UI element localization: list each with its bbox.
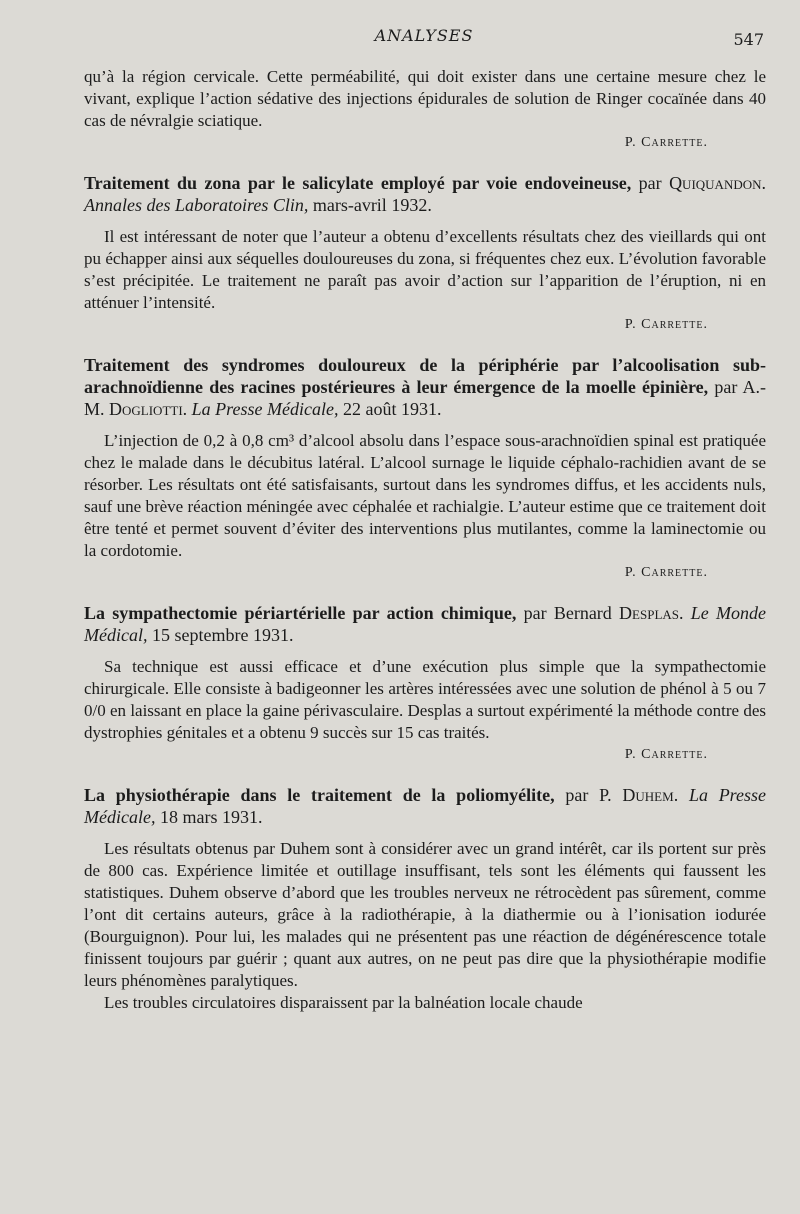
article-sep: . (673, 785, 689, 805)
article-signature: P. Carrette. (624, 747, 708, 762)
article-paragraph: Les troubles circulatoires disparaissent par la balnéation locale chaude (104, 993, 583, 1012)
article-title (84, 354, 766, 420)
article-source: La Presse Médicale, (84, 785, 767, 827)
article-title-text: La physiothérapie dans le traitement de la poliomyélite, (84, 785, 555, 805)
page-header (84, 26, 764, 48)
article-1 (84, 172, 766, 336)
intro-paragraph: qu’à la région cervicale. Cette perméabilité, qui doit exister dans une certaine mesure chez le vivant, explique l’action sédative des injections épidurales de solution de Ringer cocaïnée dans 40 cas de névralgie sciatique. (84, 67, 766, 130)
article-date: 15 septembre 1931. (147, 625, 294, 645)
article-sep: . (761, 173, 766, 193)
page-number: 547 (733, 30, 764, 49)
article-title-text: Traitement des syndromes douloureux de la périphérie par l’alcoolisation sub-arachnoïdienne des racines postérieures à leur émergence de la moelle épinière, (84, 355, 766, 397)
article-sep: . (182, 399, 192, 419)
article-date: mars-avril 1932. (308, 195, 432, 215)
article-author: Duhem (622, 785, 674, 805)
intro-signature: P. Carrette. (624, 135, 708, 150)
article-by: par Bernard (516, 603, 620, 623)
article-by: par (631, 173, 670, 193)
article-date: 22 août 1931. (338, 399, 442, 419)
article-paragraph: Les résultats obtenus par Duhem sont à considérer avec un grand intérêt, car ils portent sur près de 800 cas. Expérience limitée et outillage insuffisant, tels sont les éléments qui faussent les statistiques. Duhem observe d’abord que les troubles nerveux ne rétrocèdent pas sûrement, comme l’ont dit certains auteurs, grâce à la radiothérapie, à la diathermie ou à l’ionisation iodurée (Bourguignon). Pour lui, les malades qui ne présentent pas une réaction de dégénérescence totale finissent toujours par guérir ; quant aux autres, on ne peut pas dire que la physiothérapie modifie leurs phénomènes paralytiques. (84, 839, 766, 990)
article-date: 18 mars 1931. (155, 807, 263, 827)
article-title (84, 172, 766, 216)
article-paragraph: L’injection de 0,2 à 0,8 cm³ d’alcool absolu dans l’espace sous-arachnoïdien spinal est pratiquée chez le malade dans le décubitus latéral. L’alcool surnage le liquide céphalo-rachidien avant de se résorber. Les résultats ont été satisfaisants, surtout dans les syndromes diffus, et les accidents nuls, sauf une brève réaction méningée avec céphalée et rachialgie. L’auteur estime que ce traitement doit être tenté et permet souvent d’éviter des interventions plus mutilantes, comme la laminectomie ou la cordotomie. (84, 431, 766, 560)
article-4 (84, 784, 766, 1014)
article-paragraph: Il est intéressant de noter que l’auteur a obtenu d’excellents résultats chez des vieillards qui ont pu échapper ainsi aux séquelles douloureuses du zona, si fréquentes chez eux. L’évolution favorable s’est précipitée. Le traitement ne paraît pas avoir d’action sur l’apparition de l’éruption, ni en atténuer l’intensité. (84, 227, 766, 312)
article-by: par A.-M. (84, 377, 767, 419)
article-author: Desplas (619, 603, 680, 623)
article-author: Dogliotti (109, 399, 183, 419)
article-2 (84, 354, 766, 584)
article-title-text: La sympathectomie périartérielle par action chimique, (84, 603, 517, 623)
article-title (84, 784, 766, 828)
article-sep: . (679, 603, 691, 623)
article-source: Annales des Laboratoires Clin, (84, 195, 309, 215)
article-title-text: Traitement du zona par le salicylate employé par voie endoveineuse, (84, 173, 632, 193)
article-author: Quiquandon (669, 173, 762, 193)
page-body (84, 66, 766, 1014)
running-title: ANALYSES (374, 26, 474, 45)
article-signature: P. Carrette. (624, 565, 708, 580)
article-signature: P. Carrette. (624, 317, 708, 332)
article-source: La Presse Médicale, (191, 399, 339, 419)
article-paragraph: Sa technique est aussi efficace et d’une exécution plus simple que la sympathectomie chirurgicale. Elle consiste à badigeonner les artères intéressées avec une solution de phénol à 5 ou 7 0/0 en laissant en place la gaine périvasculaire. Desplas a surtout expérimenté la méthode contre des dystrophies génitales et a obtenu 9 succès sur 15 cas traités. (84, 657, 766, 742)
article-source: Le Monde Médical, (84, 603, 766, 645)
article-by: par P. (554, 785, 623, 805)
article-3 (84, 602, 766, 766)
article-title (84, 602, 766, 646)
